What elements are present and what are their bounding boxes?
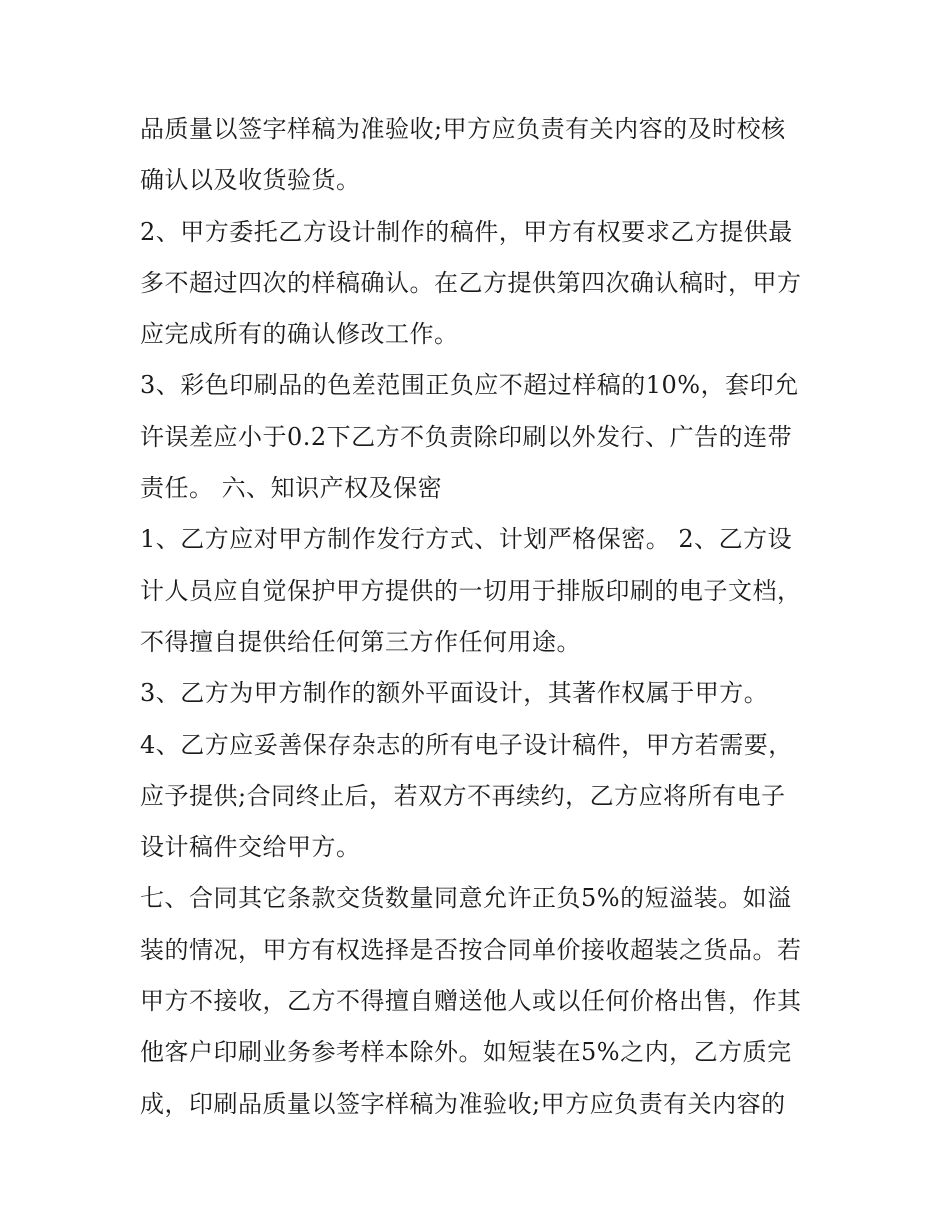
text-line: 品质量以签字样稿为准验收;甲方应负责有关内容的及时校核 xyxy=(140,115,786,143)
text-line: 设计稿件交给甲方。 xyxy=(140,833,361,862)
text-line: 他客户印刷业务参考样本除外。如短装在5%之内，乙方质完 xyxy=(140,1038,792,1067)
text-line: 成，印刷品质量以签字样稿为准验收;甲方应负责有关内容的 xyxy=(140,1089,786,1118)
text-line: 多不超过四次的样稿确认。在乙方提供第四次确认稿时，甲方 xyxy=(140,268,802,297)
text-line: 应予提供;合同终止后，若双方不再续约，乙方应将所有电子 xyxy=(140,781,786,810)
text-line: 许误差应小于0.2下乙方不负责除印刷以外发行、广告的连带 xyxy=(140,422,793,451)
text-line: 甲方不接收，乙方不得擅自赠送他人或以任何价格出售，作其 xyxy=(140,987,802,1016)
text-line: 3、彩色印刷品的色差范围正负应不超过样稿的10%，套印允 xyxy=(140,371,799,400)
text-line: 责任。 六、知识产权及保密 xyxy=(140,474,443,503)
text-line: 应完成所有的确认修改工作。 xyxy=(140,320,459,349)
text-line: 七、合同其它条款交货数量同意允许正负5%的短溢装。如溢 xyxy=(140,884,792,913)
text-line: 1、乙方应对甲方制作发行方式、计划严格保密。 2、乙方设 xyxy=(140,525,793,554)
text-line: 4、乙方应妥善保存杂志的所有电子设计稿件，甲方若需要， xyxy=(140,730,793,759)
text-line: 2、甲方委托乙方设计制作的稿件，甲方有权要求乙方提供最 xyxy=(140,217,793,246)
text-line: 不得擅自提供给任何第三方作任何用途。 xyxy=(140,627,581,656)
text-line: 计人员应自觉保护甲方提供的一切用于排版印刷的电子文档， xyxy=(140,576,802,605)
text-line: 装的情况，甲方有权选择是否按合同单价接收超装之货品。若 xyxy=(140,935,802,964)
text-line: 确认以及收货验货。 xyxy=(140,166,361,195)
contract-body-text xyxy=(140,104,830,1130)
text-line: 3、乙方为甲方制作的额外平面设计，其著作权属于甲方。 xyxy=(140,679,769,708)
